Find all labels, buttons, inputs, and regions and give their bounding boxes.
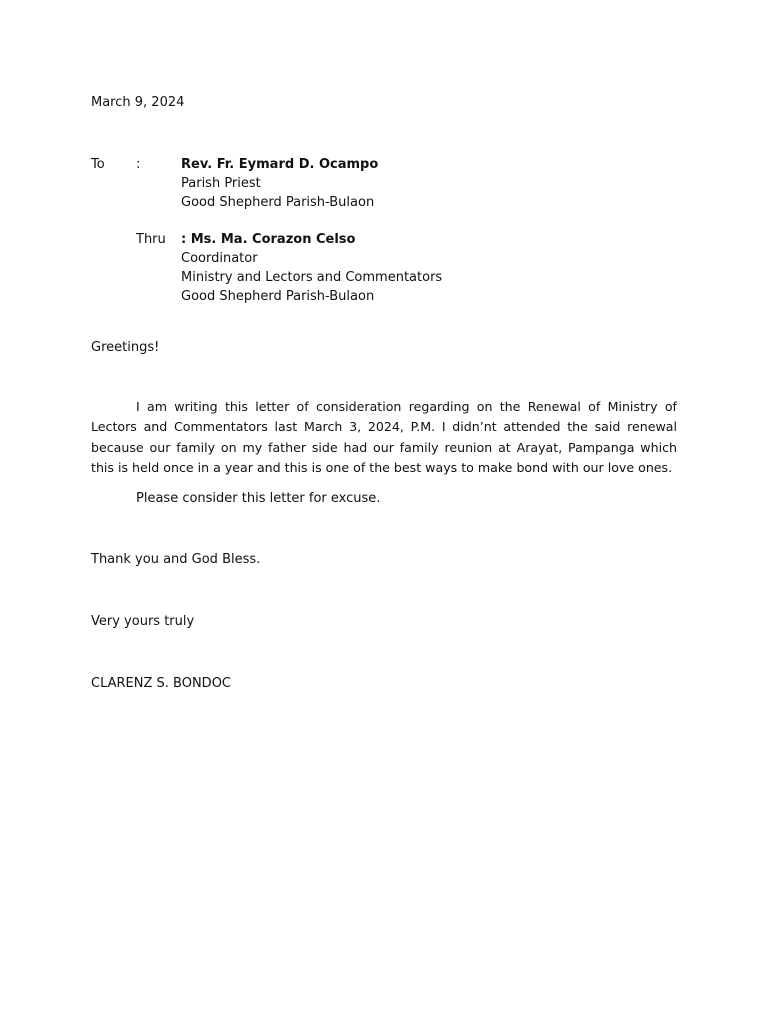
closing-line: Very yours truly xyxy=(91,614,195,629)
recipient-name: Rev. Fr. Eymard D. Ocampo xyxy=(181,157,379,172)
consider-line: Please consider this letter for excuse. xyxy=(136,491,381,506)
to-colon: : xyxy=(136,157,141,172)
recipient-block xyxy=(181,155,378,212)
thru-prefix: : xyxy=(181,232,191,247)
thru-name-line xyxy=(181,230,442,249)
to-label: To xyxy=(91,157,105,172)
thru-label: Thru xyxy=(136,232,166,247)
thanks-line: Thank you and God Bless. xyxy=(91,552,261,567)
thru-name: Ms. Ma. Corazon Celso xyxy=(190,232,356,247)
signature-name: CLARENZ S. BONDOC xyxy=(91,676,232,691)
thru-parish: Good Shepherd Parish-Bulaon xyxy=(181,289,375,304)
recipient-title: Parish Priest xyxy=(181,176,261,191)
thru-title: Coordinator xyxy=(181,251,258,266)
recipient-parish: Good Shepherd Parish-Bulaon xyxy=(181,195,375,210)
greeting: Greetings! xyxy=(91,340,160,355)
letter-date: March 9, 2024 xyxy=(91,95,185,110)
body-paragraph: I am writing this letter of consideration regarding on the Renewal of Ministry of Lectors and Commentators last March 3, 2024, P.M. I didn’nt attended the said renewal because our family on my father side had our family reunion at Arayat, Pampanga which this is held once in a year and this is one of the best ways to make bond with our love ones. xyxy=(91,399,677,475)
thru-ministry: Ministry and Lectors and Commentators xyxy=(181,270,443,285)
thru-block xyxy=(181,230,442,306)
